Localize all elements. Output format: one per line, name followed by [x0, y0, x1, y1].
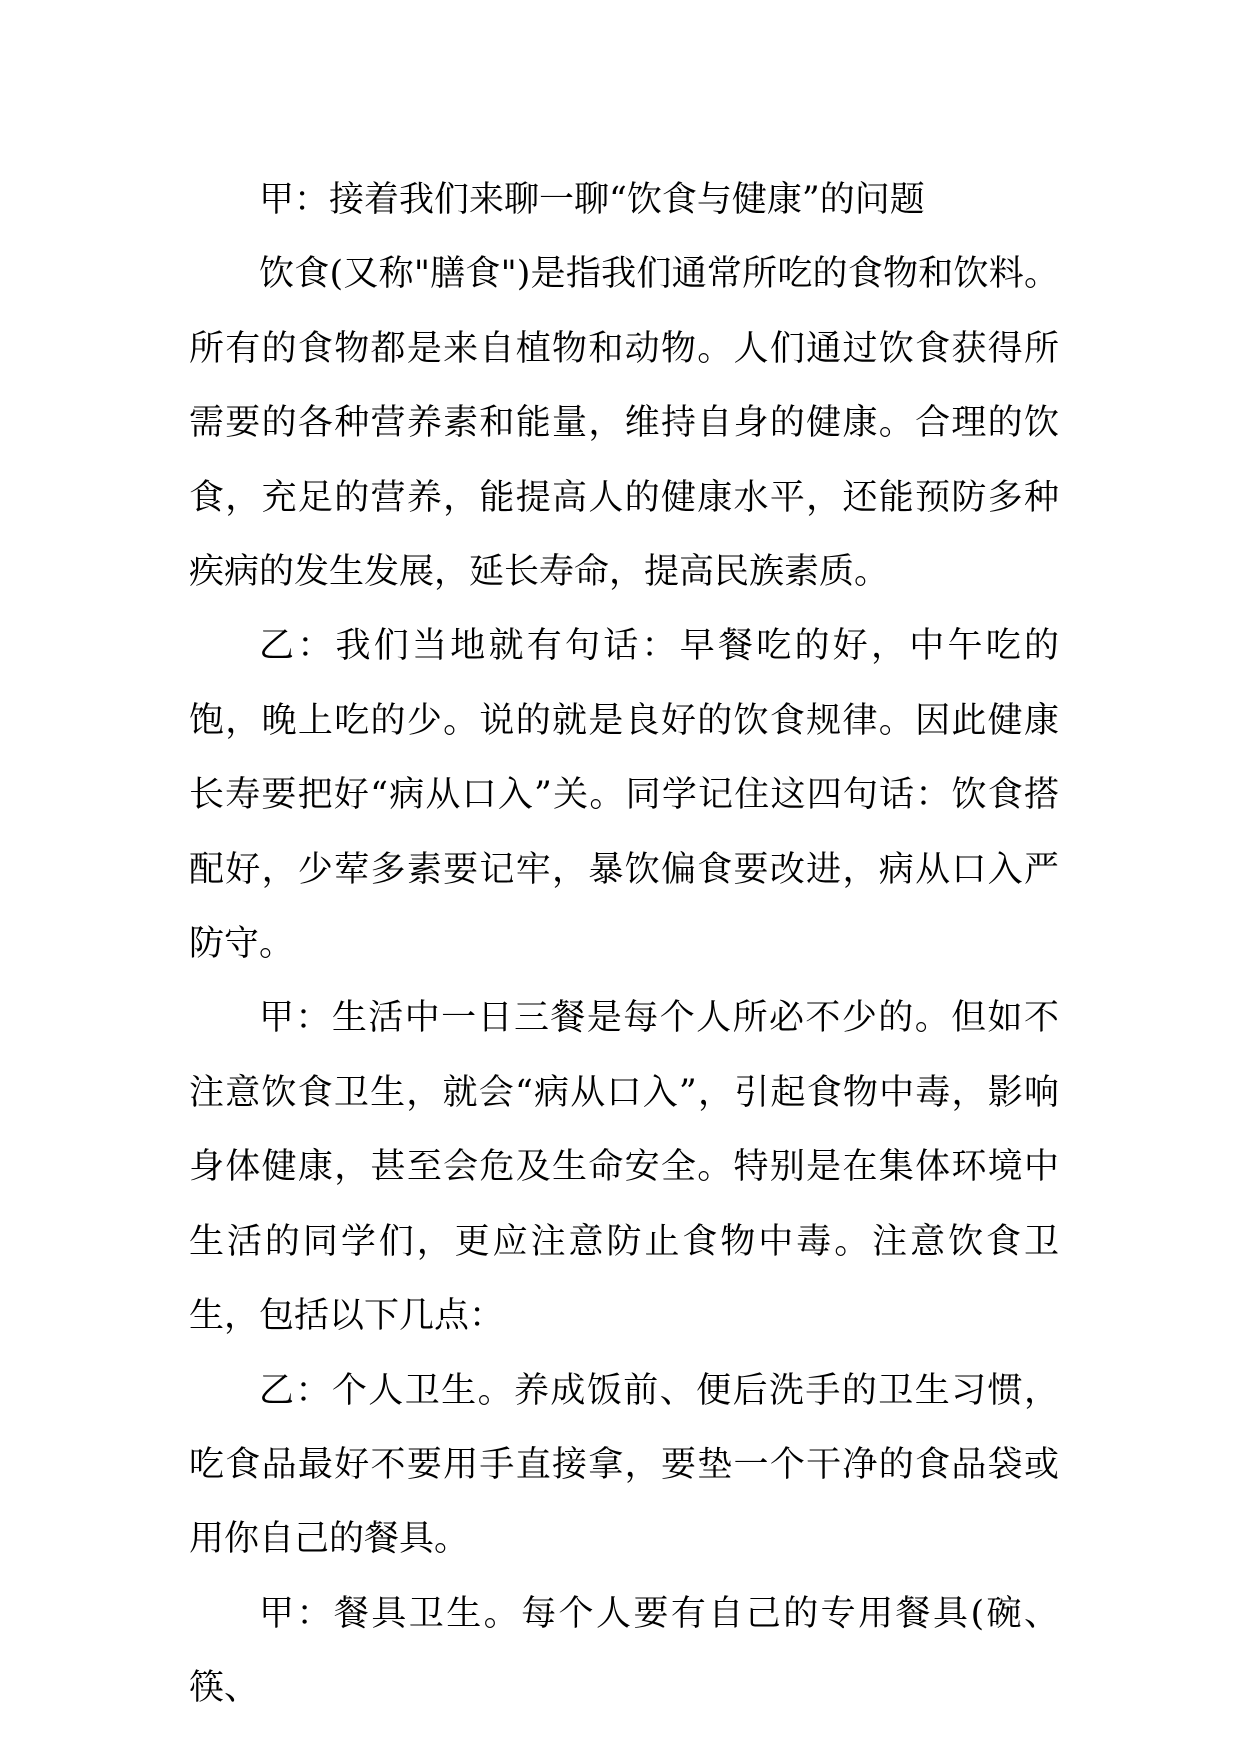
paragraph-eating-habits: 乙：我们当地就有句话：早餐吃的好，中午吃的饱，晚上吃的少。说的就是良好的饮食规律。因此健康长寿要把好“病从口入”关。同学记住这四句话：饮食搭配好，少荤多素要记牢，暴饮偏食要改进，病从口入严防守。: [189, 626, 1059, 965]
paragraph-food-hygiene: 甲：生活中一日三餐是每个人所必不少的。但如不注意饮食卫生，就会“病从口入”，引起食物中毒，影响身体健康，甚至会危及生命安全。特别是在集体环境中生活的同学们，更应注意防止食物中毒。注意饮食卫生，包括以下几点：: [189, 998, 1059, 1337]
paragraph-tableware-hygiene: 甲：餐具卫生。每个人要有自己的专用餐具(碗、筷、: [189, 1593, 1059, 1709]
document-body: [189, 163, 1059, 1726]
paragraph-personal-hygiene: 乙：个人卫生。养成饭前、便后洗手的卫生习惯，吃食品最好不要用手直接拿，要垫一个干净的食品袋或用你自己的餐具。: [189, 1370, 1059, 1560]
paragraph-diet-definition: 饮食(又称"膳食")是指我们通常所吃的食物和饮料。所有的食物都是来自植物和动物。人们通过饮食获得所需要的各种营养素和能量，维持自身的健康。合理的饮食，充足的营养，能提高人的健康水平，还能预防多种疾病的发生发展，延长寿命，提高民族素质。: [189, 254, 1059, 593]
paragraph-intro-topic: 甲：接着我们来聊一聊“饮食与健康”的问题: [259, 180, 925, 220]
